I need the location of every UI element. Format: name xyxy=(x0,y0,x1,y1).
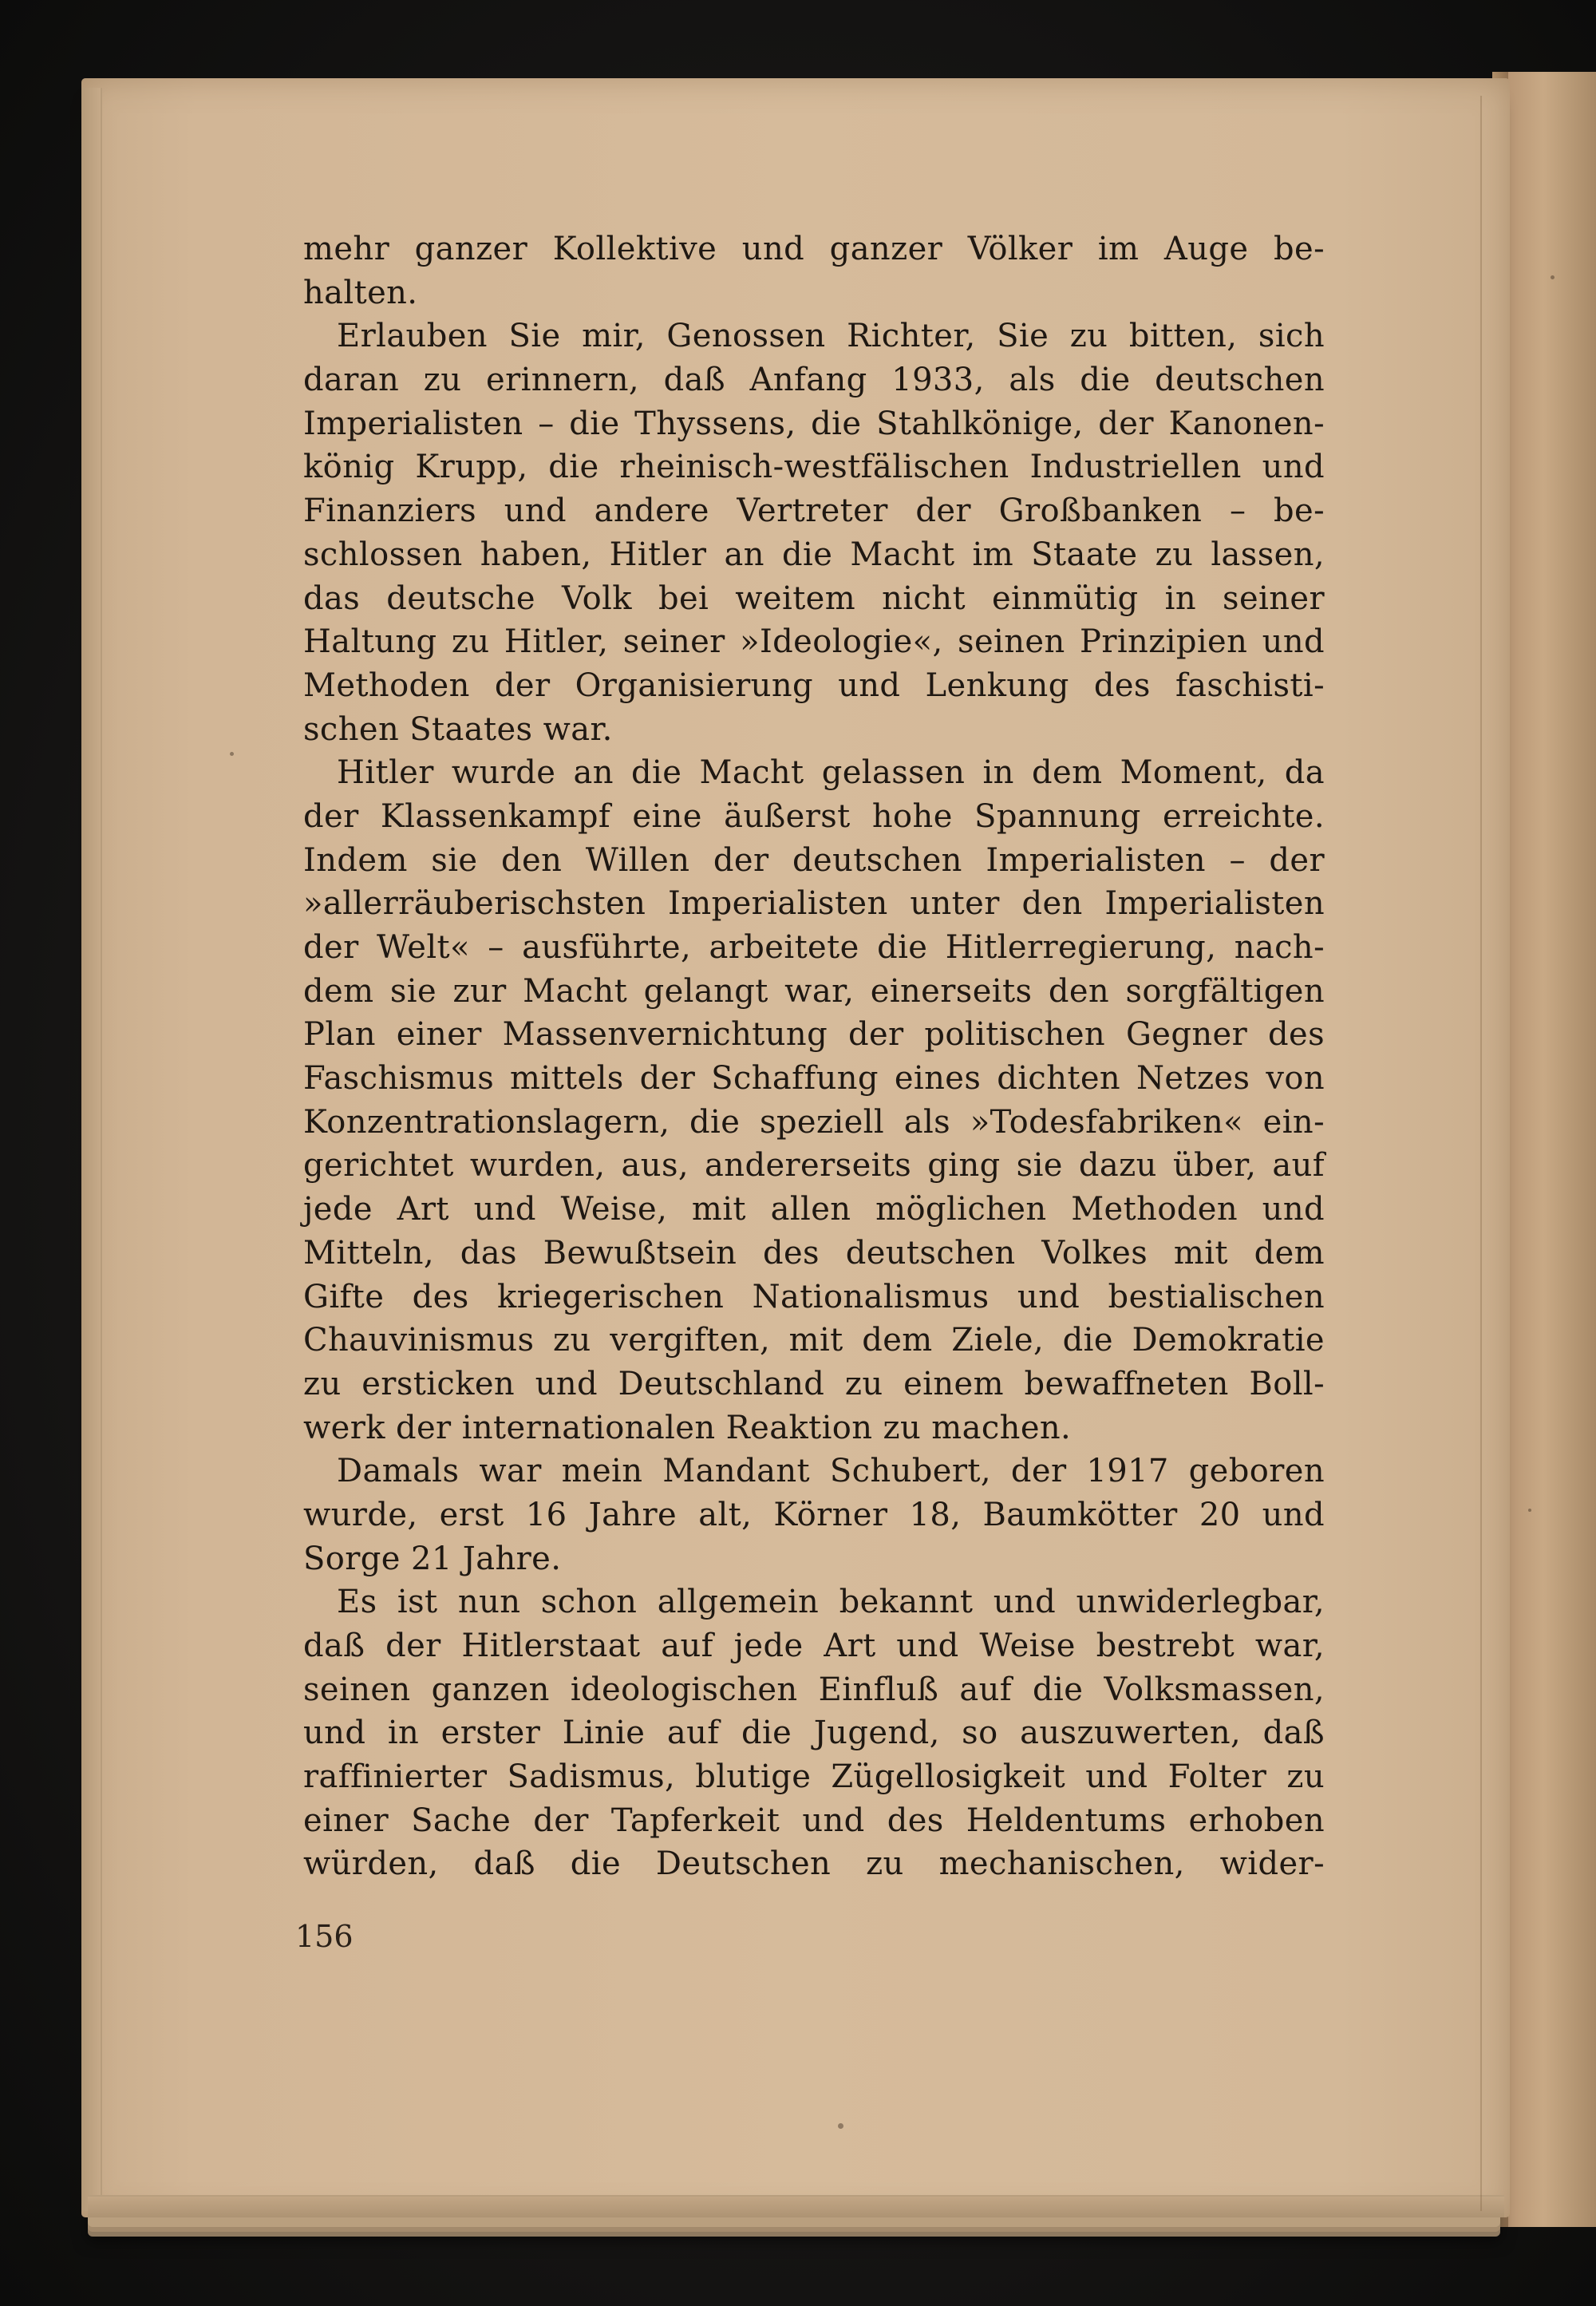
text-line: Plan einer Massenvernichtung der politischen Gegner des xyxy=(303,1016,1325,1054)
text-line: Haltung zu Hitler, seiner »Ideologie«, seinen Prinzipien und xyxy=(303,623,1325,661)
text-line: Imperialisten – die Thyssens, die Stahlkönige, der Kanonen- xyxy=(303,405,1325,442)
paper-speck xyxy=(1551,275,1555,279)
text-line: Chauvinismus zu vergiften, mit dem Ziele, die Demokratie xyxy=(303,1322,1325,1359)
page-left-edge xyxy=(81,88,102,2211)
facing-page-edge xyxy=(1508,72,1596,2227)
text-line: könig Krupp, die rheinisch-westfälischen Industriellen und xyxy=(303,449,1325,486)
text-line: daß der Hitlerstaat auf jede Art und Weise bestrebt war, xyxy=(303,1628,1325,1664)
text-line: mehr ganzer Kollektive und ganzer Völker im Auge be- xyxy=(303,231,1325,267)
text-line: Damals war mein Mandant Schubert, der 1917 geboren xyxy=(337,1453,1325,1490)
text-line: schen Staates war. xyxy=(303,710,613,748)
text-line: einer Sache der Tapferkeit und des Heldentums erhoben xyxy=(303,1802,1325,1839)
text-line: Finanziers und andere Vertreter der Großbanken – be- xyxy=(303,492,1325,530)
text-line: das deutsche Volk bei weitem nicht einmütig in seiner xyxy=(303,579,1325,617)
text-line: Mitteln, das Bewußtsein des deutschen Volkes mit dem xyxy=(303,1234,1325,1272)
text-line: raffinierter Sadismus, blutige Zügellosigkeit und Folter zu xyxy=(303,1758,1325,1796)
text-line: daran zu erinnern, daß Anfang 1933, als die deutschen xyxy=(303,362,1325,399)
gutter-line xyxy=(1480,96,1482,2211)
text-line: Methoden der Organisierung und Lenkung des faschisti- xyxy=(303,666,1325,704)
paper-speck xyxy=(230,752,234,756)
text-line: halten. xyxy=(303,274,418,311)
text-line: wurde, erst 16 Jahre alt, Körner 18, Baumkötter 20 und xyxy=(303,1496,1325,1533)
text-line: Hitler wurde an die Macht gelassen in dem Moment, da xyxy=(337,754,1325,792)
paper-speck xyxy=(1528,1509,1531,1512)
text-line: dem sie zur Macht gelangt war, einerseits den sorgfältigen xyxy=(303,972,1325,1010)
text-line: Es ist nun schon allgemein bekannt und unwiderlegbar, xyxy=(337,1584,1325,1621)
text-line: jede Art und Weise, mit allen möglichen Methoden und xyxy=(303,1191,1325,1228)
text-line: Konzentrationslagern, die speziell als »Todesfabriken« ein- xyxy=(303,1103,1325,1141)
page-number: 156 xyxy=(295,1919,354,1954)
text-line: der Klassenkampf eine äußerst hohe Spannung erreichte. xyxy=(303,797,1325,835)
text-line: Gifte des kriegerischen Nationalismus und bestialischen xyxy=(303,1278,1325,1315)
text-line: Erlauben Sie mir, Genossen Richter, Sie zu bitten, sich xyxy=(337,318,1325,355)
paper-speck xyxy=(838,2123,843,2129)
text-line: würden, daß die Deutschen zu mechanischen, wider- xyxy=(303,1845,1325,1883)
page-bottom-edge xyxy=(88,2195,1504,2217)
body-text xyxy=(303,227,1325,1886)
text-line: Indem sie den Willen der deutschen Imperialisten – der xyxy=(303,841,1325,879)
text-line: gerichtet wurden, aus, andererseits ging sie dazu über, auf xyxy=(303,1147,1325,1185)
text-line: »allerräuberischsten Imperialisten unter den Imperialisten xyxy=(303,885,1325,923)
text-line: der Welt« – ausführte, arbeitete die Hitlerregierung, nach- xyxy=(303,929,1325,966)
text-line: werk der internationalen Reaktion zu machen. xyxy=(303,1409,1072,1446)
text-line: schlossen haben, Hitler an die Macht im Staate zu lassen, xyxy=(303,536,1325,573)
text-line: zu ersticken und Deutschland zu einem bewaffneten Boll- xyxy=(303,1365,1325,1402)
text-line: Faschismus mittels der Schaffung eines dichten Netzes von xyxy=(303,1060,1325,1098)
text-line: seinen ganzen ideologischen Einfluß auf die Volksmassen, xyxy=(303,1671,1325,1708)
text-line: Sorge 21 Jahre. xyxy=(303,1540,562,1577)
text-line: und in erster Linie auf die Jugend, so auszuwerten, daß xyxy=(303,1715,1325,1752)
